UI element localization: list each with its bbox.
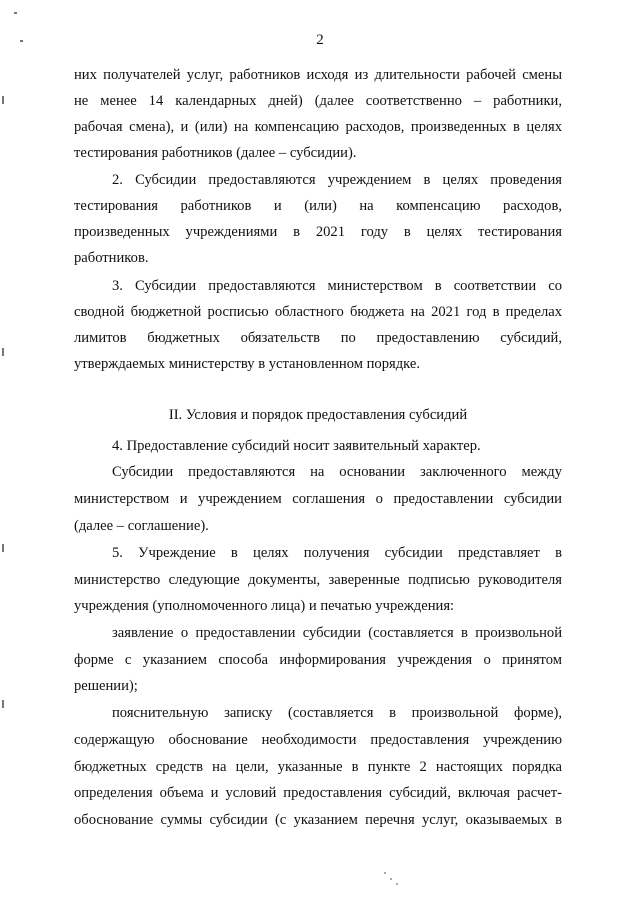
text-line: пояснительную записку (составляется в произвольной форме),	[112, 705, 562, 721]
text-line: работников.	[74, 250, 149, 266]
text-line: лимитов бюджетных обязательств по предоставлению субсидий,	[74, 330, 562, 346]
text-line: сводной бюджетной росписью областного бюджета на 2021 год в пределах	[74, 304, 562, 320]
text-line: министерство следующие документы, заверенные подписью руководителя	[74, 572, 562, 588]
scan-mark	[2, 348, 4, 356]
text-line: обоснование суммы субсидии (с указанием перечня услуг, оказываемых в	[74, 812, 562, 828]
text-line: не менее 14 календарных дней) (далее соответственно – работники,	[74, 93, 562, 109]
text-line: заявление о предоставлении субсидии (составляется в произвольной	[112, 625, 562, 641]
text-line: 4. Предоставление субсидий носит заявительный характер.	[112, 438, 481, 454]
text-line: министерством и учреждением соглашения о предоставлении субсидии	[74, 491, 562, 507]
text-line: Субсидии предоставляются на основании заключенного между	[112, 464, 562, 480]
scan-mark	[20, 40, 23, 42]
scan-mark	[2, 96, 4, 104]
page-number: 2	[316, 32, 324, 48]
text-line: форме с указанием способа информирования учреждения о принятом	[74, 652, 562, 668]
scan-mark	[390, 878, 392, 880]
scan-mark	[2, 700, 4, 708]
text-line: утверждаемых министерству в установленном порядке.	[74, 356, 421, 372]
text-line: содержащую обоснование необходимости предоставления учреждению	[74, 732, 562, 748]
text-line: 2. Субсидии предоставляются учреждением в целях проведения	[112, 172, 562, 188]
text-line: учреждения (уполномоченного лица) и печатью учреждения:	[74, 598, 455, 614]
scan-mark	[2, 544, 4, 552]
section-heading: II. Условия и порядок предоставления субсидий	[168, 407, 468, 423]
text-line: рабочая смена), и (или) на компенсацию расходов, произведенных в целях	[74, 119, 562, 135]
scan-mark	[396, 883, 398, 885]
text-line: 5. Учреждение в целях получения субсидии представляет в	[112, 545, 562, 561]
text-line: (далее – соглашение).	[74, 518, 209, 534]
scan-mark	[14, 12, 17, 14]
scan-mark	[384, 872, 386, 874]
text-line: них получателей услуг, работников исходя из длительности рабочей смены	[74, 67, 562, 83]
text-line: произведенных учреждениями в 2021 году в целях тестирования	[74, 224, 562, 240]
text-line: тестирования работников и (или) на компенсацию расходов,	[74, 198, 562, 214]
text-line: тестирования работников (далее – субсидии).	[74, 145, 357, 161]
text-line: 3. Субсидии предоставляются министерством в соответствии со	[112, 278, 562, 294]
text-line: бюджетных средств на цели, указанные в пункте 2 настоящих порядка	[74, 759, 562, 775]
text-line: решении);	[74, 678, 138, 694]
text-line: определения объема и условий предоставления субсидий, включая расчет-	[74, 785, 562, 801]
